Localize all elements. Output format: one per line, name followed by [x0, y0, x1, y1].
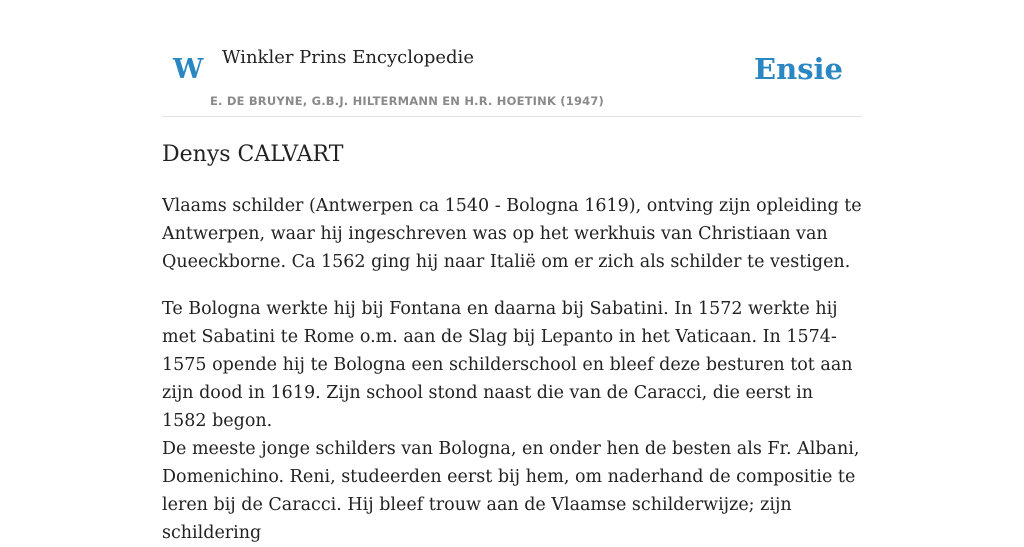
article-paragraph-2: Te Bologna werkte hij bij Fontana en daarna bij Sabatini. In 1572 werkte hij met Sabatini te Rome o.m. aan de Slag bij Lepanto in het Vaticaan. In 1574-1575 opende hij te Bologna een schilderschool en bleef deze besturen tot aan zijn dood in 1619. Zijn school stond naast die van de Caracci, die eerst in 1582 begon. — [162, 299, 853, 431]
site-header — [162, 0, 862, 117]
source-authors: E. DE BRUYNE, G.B.J. HILTERMANN EN H.R. HOETINK (1947) — [210, 94, 605, 108]
winkler-prins-logo-icon[interactable]: W — [173, 54, 204, 85]
article-title: Denys CALVART — [162, 142, 344, 167]
article-paragraph-1: Vlaams schilder (Antwerpen ca 1540 - Bologna 1619), ontving zijn opleiding te Antwerpen, waar hij ingeschreven was op het werkhuis van Christiaan van Queeckborne. Ca 1562 ging hij naar Italië om er zich als schilder te vestigen. — [162, 196, 862, 272]
source-title-link[interactable]: Winkler Prins Encyclopedie — [222, 47, 474, 68]
article-paragraph-3: De meeste jonge schilders van Bologna, en onder hen de besten als Fr. Albani, Domenichino. Reni, studeerden eerst bij hem, om naderhand de compositie te leren bij de Caracci. Hij bleef trouw aan de Vlaamse schilderwijze; zijn schildering — [162, 439, 860, 543]
ensie-logo-link[interactable]: Ensie — [754, 52, 843, 86]
